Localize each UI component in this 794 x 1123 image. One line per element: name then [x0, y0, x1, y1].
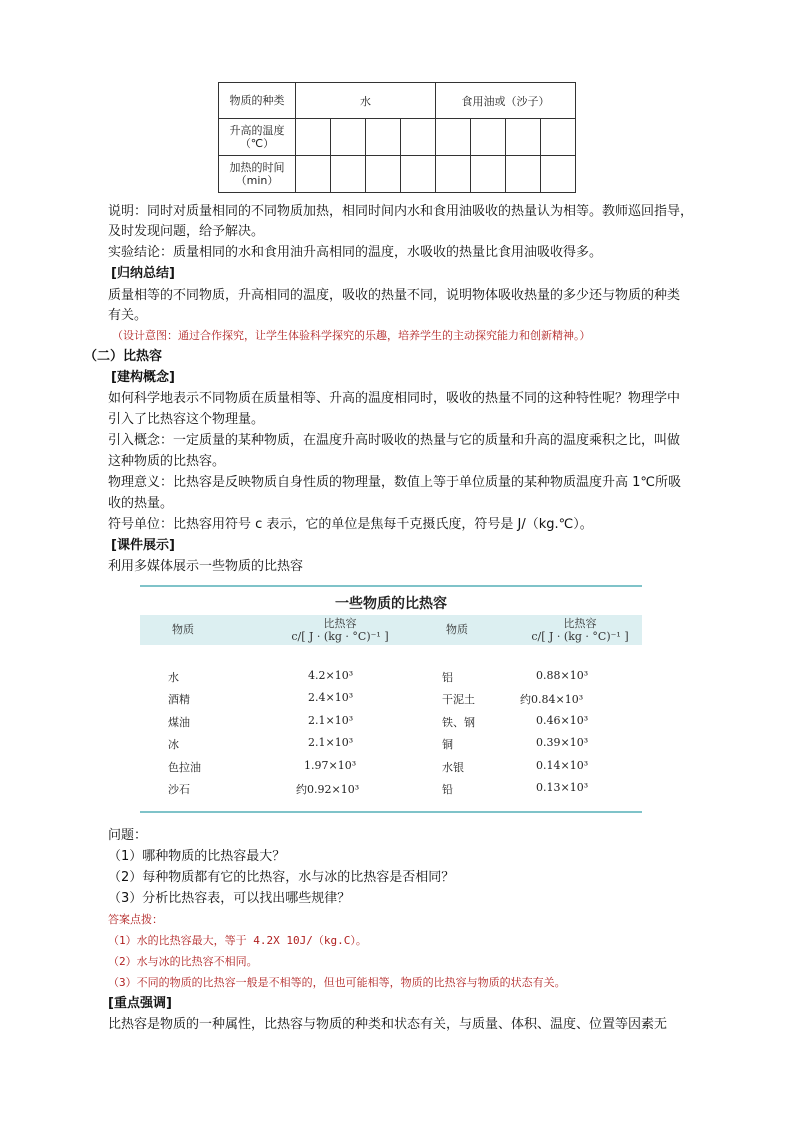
question-2: （2）每种物质都有它的比热容，水与冰的比热容是否相同？ [108, 870, 455, 885]
answer-heading: 答案点拨： [108, 913, 163, 926]
courseware-heading: [课件展示] [111, 538, 175, 553]
intro-line-1: 引入概念：一定质量的某种物质，在温度升高时吸收的热量与它的质量和升高的温度乘积之比，叫做 [108, 433, 681, 448]
question-1: （1）哪种物质的比热容最大？ [108, 849, 286, 864]
emphasis-heading: [重点强调] [108, 996, 172, 1011]
divider [140, 811, 642, 813]
specific-heat-table [140, 585, 642, 813]
substance-type-label: 物质的种类 [219, 83, 296, 119]
questions-heading: 问题： [108, 828, 148, 843]
summary-line-2: 有关。 [108, 308, 148, 323]
experiment-table [218, 82, 576, 193]
table-row [219, 83, 576, 119]
symbol-unit-line: 符号单位：比热容用符号 c 表示，它的单位是焦每千克摄氏度，符号是 J/（kg.℃）。 [108, 517, 593, 532]
table-cell[interactable] [296, 156, 331, 193]
water-header: 水 [296, 83, 436, 119]
table-row: 冰 2.1×10³ 铜 0.39×10³ [168, 736, 589, 751]
header-shc-right: 比热容 c/[ J · (kg · °C)⁻¹ ] [531, 617, 629, 643]
table-row: 水 4.2×10³ 铝 0.88×10³ [168, 669, 589, 684]
header-substance-right: 物质 [446, 623, 468, 636]
meaning-line-1: 物理意义：比热容是反映物质自身性质的物理量，数值上等于单位质量的某种物质温度升高 1℃所吸 [108, 475, 682, 490]
divider [140, 585, 642, 587]
table-row: 沙石 约0.92×10³ 铅 0.13×10³ [168, 781, 589, 796]
meaning-line-2: 收的热量。 [108, 496, 174, 511]
answer-1: （1）水的比热容最大，等于 4.2X 10J/（kg.C）。 [108, 934, 367, 947]
specific-heat-table-title: 一些物质的比热容 [335, 596, 447, 612]
header-shc-left: 比热容 c/[ J · (kg · °C)⁻¹ ] [291, 617, 389, 643]
summary-line-1: 质量相等的不同物质，升高相同的温度，吸收的热量不同，说明物体吸收热量的多少还与物质的种类 [108, 288, 681, 303]
table-cell[interactable] [401, 156, 436, 193]
header-substance-left: 物质 [172, 623, 194, 636]
summary-heading: [归纳总结] [111, 266, 175, 281]
table-cell[interactable] [366, 119, 401, 156]
note-line-2: 及时发现问题，给予解决。 [108, 224, 265, 239]
table-cell[interactable] [471, 156, 506, 193]
table-row [219, 119, 576, 156]
answer-2: （2）水与冰的比热容不相同。 [108, 955, 258, 968]
intro-line-2: 这种物质的比热容。 [108, 454, 226, 469]
table-cell[interactable] [471, 119, 506, 156]
table-cell[interactable] [331, 119, 366, 156]
table-row: 色拉油 1.97×10³ 水银 0.14×10³ [168, 759, 589, 774]
note-line-1: 说明：同时对质量相同的不同物质加热，相同时间内水和食用油吸收的热量认为相等。教师巡回指导， [108, 204, 694, 219]
heating-time-label: 加热的时间 （min） [219, 156, 296, 193]
table-cell[interactable] [436, 156, 471, 193]
section-heading-specific-heat: （二）比热容 [84, 349, 163, 364]
design-intent-note: （设计意图：通过合作探究，让学生体验科学探究的乐趣，培养学生的主动探究能力和创新精神。） [112, 329, 591, 342]
table-row [219, 156, 576, 193]
specific-heat-table-header [140, 615, 642, 645]
table-cell[interactable] [401, 119, 436, 156]
table-cell[interactable] [331, 156, 366, 193]
table-cell[interactable] [541, 156, 576, 193]
concept-line-2: 引入了比热容这个物理量。 [108, 412, 265, 427]
question-3: （3）分析比热容表，可以找出哪些规律？ [108, 891, 351, 906]
table-cell[interactable] [506, 119, 541, 156]
table-row: 煤油 2.1×10³ 铁、钢 0.46×10³ [168, 714, 589, 729]
concept-heading: [建构概念] [111, 370, 175, 385]
answer-3: （3）不同的物质的比热容一般是不相等的，但也可能相等，物质的比热容与物质的状态有关。 [108, 976, 566, 989]
concept-line-1: 如何科学地表示不同物质在质量相等、升高的温度相同时，吸收的热量不同的这种特性呢？物理学中 [108, 391, 681, 406]
courseware-line: 利用多媒体展示一些物质的比热容 [108, 559, 304, 574]
table-cell[interactable] [506, 156, 541, 193]
table-cell[interactable] [296, 119, 331, 156]
temperature-rise-label: 升高的温度 （℃） [219, 119, 296, 156]
table-cell[interactable] [436, 119, 471, 156]
table-cell[interactable] [366, 156, 401, 193]
table-row: 酒精 2.4×10³ 干泥土 约0.84×10³ [168, 691, 584, 706]
emphasis-line: 比热容是物质的一种属性，比热容与物质的种类和状态有关，与质量、体积、温度、位置等因素无 [108, 1017, 668, 1032]
oil-header: 食用油或（沙子） [436, 83, 576, 119]
experiment-conclusion: 实验结论：质量相同的水和食用油升高相同的温度，水吸收的热量比食用油吸收得多。 [108, 245, 603, 260]
table-cell[interactable] [541, 119, 576, 156]
